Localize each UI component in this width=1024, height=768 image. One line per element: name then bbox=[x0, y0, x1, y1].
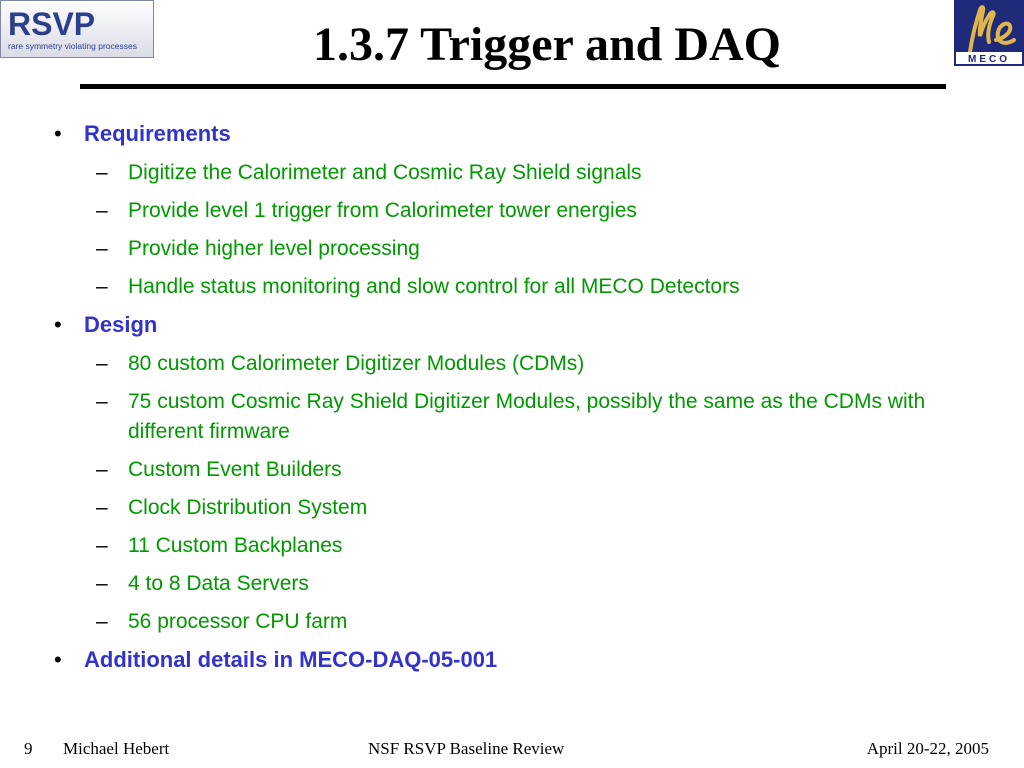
slide-body bbox=[54, 116, 984, 677]
dash-icon: – bbox=[96, 352, 108, 375]
list-item bbox=[54, 607, 984, 637]
list-item bbox=[54, 196, 984, 226]
dash-icon: – bbox=[96, 199, 108, 222]
meco-logo-letters: MECO bbox=[968, 54, 1010, 65]
section-heading-label: Design bbox=[84, 312, 158, 337]
list-item bbox=[54, 349, 984, 379]
list-item bbox=[54, 455, 984, 485]
bullet-icon: • bbox=[54, 312, 62, 337]
section-heading-label: Requirements bbox=[84, 121, 231, 146]
dash-icon: – bbox=[96, 610, 108, 633]
rsvp-logo-title: RSVP bbox=[8, 6, 96, 42]
list-item-text: 56 processor CPU farm bbox=[128, 610, 348, 633]
footer-author: Michael Hebert bbox=[63, 739, 170, 758]
list-item-text: 11 Custom Backplanes bbox=[128, 534, 343, 557]
dash-icon: – bbox=[96, 458, 108, 481]
dash-icon: – bbox=[96, 572, 108, 595]
list-item-text: Clock Distribution System bbox=[128, 496, 368, 519]
list-item-text: 4 to 8 Data Servers bbox=[128, 572, 309, 595]
section-heading-additional-details bbox=[54, 643, 984, 677]
list-item-text: Digitize the Calorimeter and Cosmic Ray Shield signals bbox=[128, 161, 642, 184]
title-underline bbox=[80, 84, 946, 89]
dash-icon: – bbox=[96, 161, 108, 184]
list-item bbox=[54, 387, 984, 447]
section-heading-requirements bbox=[54, 117, 984, 151]
list-item bbox=[54, 272, 984, 302]
dash-icon: – bbox=[96, 496, 108, 519]
dash-icon: – bbox=[96, 534, 108, 557]
footer-page-number: 9 bbox=[24, 739, 33, 758]
dash-icon: – bbox=[96, 390, 108, 413]
list-item bbox=[54, 531, 984, 561]
list-item-text: Provide higher level processing bbox=[128, 237, 420, 260]
list-item bbox=[54, 569, 984, 599]
footer-date: April 20-22, 2005 bbox=[866, 739, 989, 758]
list-item-text: Provide level 1 trigger from Calorimeter tower energies bbox=[128, 199, 637, 222]
bullet-icon: • bbox=[54, 121, 62, 146]
list-item bbox=[54, 234, 984, 264]
section-heading-design bbox=[54, 308, 984, 342]
list-item bbox=[54, 493, 984, 523]
section-heading-label: Additional details in MECO-DAQ-05-001 bbox=[84, 647, 498, 672]
bullet-icon: • bbox=[54, 647, 62, 672]
rsvp-logo-subtitle: rare symmetry violating processes bbox=[8, 41, 137, 51]
list-item-text: Custom Event Builders bbox=[128, 458, 342, 481]
list-item-text: 80 custom Calorimeter Digitizer Modules (CDMs) bbox=[128, 352, 585, 375]
slide-title: 1.3.7 Trigger and DAQ bbox=[312, 18, 782, 71]
dash-icon: – bbox=[96, 237, 108, 260]
footer-event: NSF RSVP Baseline Review bbox=[368, 739, 565, 758]
dash-icon: – bbox=[96, 275, 108, 298]
list-item-text: Handle status monitoring and slow control for all MECO Detectors bbox=[128, 275, 740, 298]
list-item bbox=[54, 158, 984, 188]
list-item-text: 75 custom Cosmic Ray Shield Digitizer Modules, possibly the same as the CDMs with different firmware bbox=[128, 390, 926, 443]
